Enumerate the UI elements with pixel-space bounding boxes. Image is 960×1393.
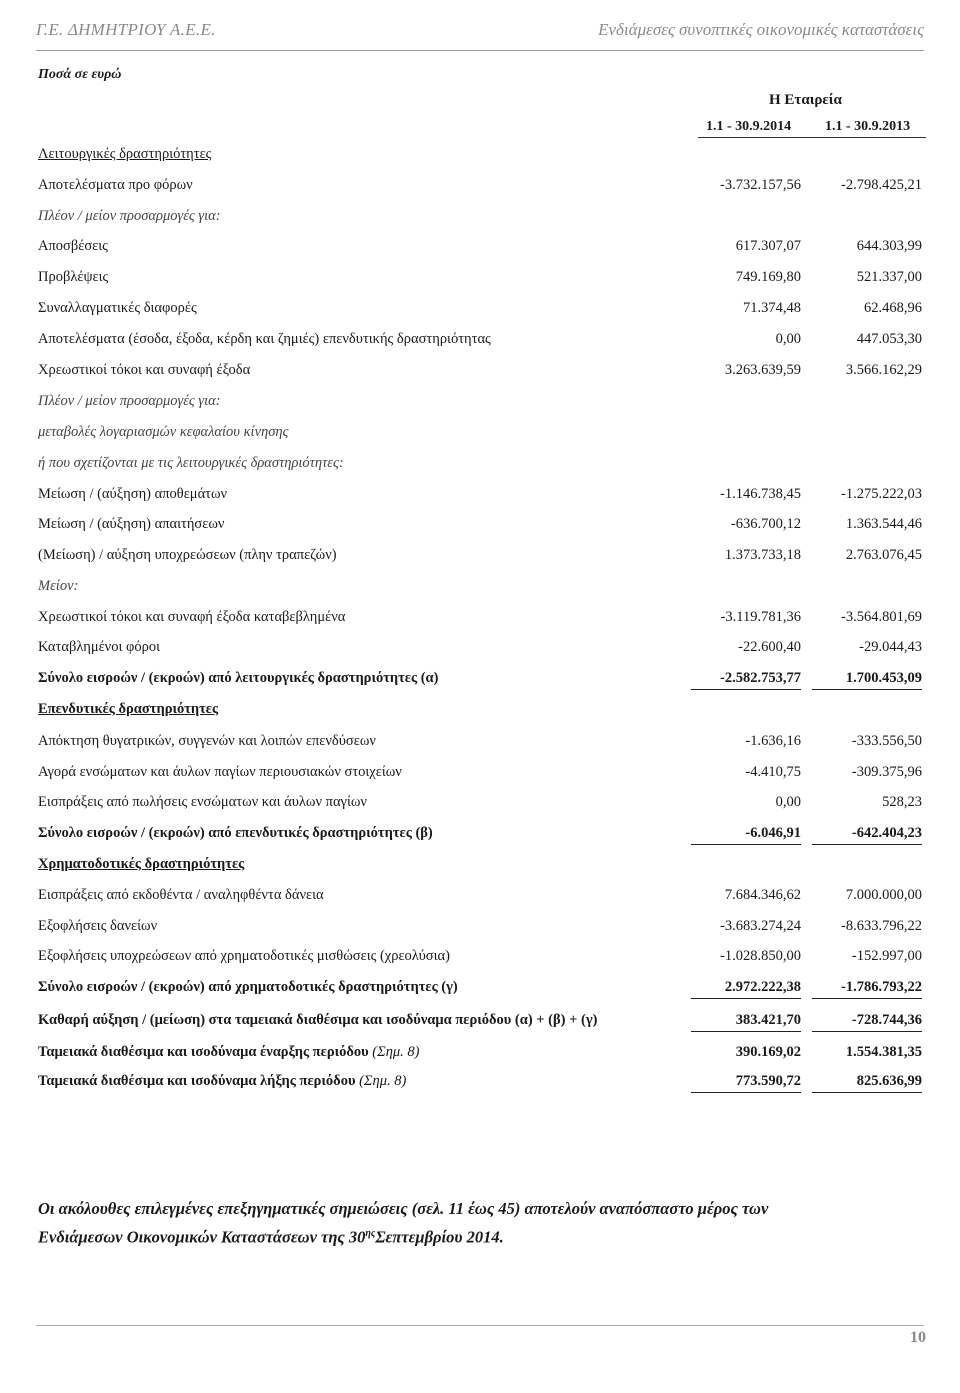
section-title-financing: Χρηματοδοτικές δραστηριότητες <box>38 856 245 872</box>
explanatory-note: Οι ακόλουθες επιλεγμένες επεξηγηματικές σημειώσεις (σελ. 11 έως 45) αποτελούν αναπόσπαστο μέρος των Ενδιάμεσων Οικονομικών Καταστάσεων της $30^{\eta\varsigma}\Sigma\varepsilon\pi\tau\varepsilon\mu\beta\rho ίo\upsilon$ 2014. <box>38 1199 769 1247</box>
column-header-2014: 1.1 - 30.9.2014 <box>706 119 792 134</box>
opening-cash-row: Ταμειακά διαθέσιμα και ισοδύναμα έναρξης περιόδου (Σημ. 8) 390.169,02 1.554.381,35 <box>38 1044 922 1060</box>
table-row: Απόκτηση θυγατρικών, συγγενών και λοιπών επενδύσεων -1.636,16 -333.556,50 <box>38 733 922 749</box>
column-header-2013: 1.1 - 30.9.2013 <box>825 119 911 134</box>
currency-label: Ποσά σε ευρώ <box>38 67 122 82</box>
section-title-investing: Επενδυτικές δραστηριότητες <box>38 701 219 717</box>
total-row-investing: Σύνολο εισροών / (εκροών) από επενδυτικές δραστηριότητες (β) -6.046,91 -642.404,23 <box>38 825 924 847</box>
page-header <box>36 20 924 46</box>
table-row: Μείωση / (αύξηση) απαιτήσεων -636.700,12 1.363.544,46 <box>38 516 922 532</box>
table-row: Αγορά ενσώματων και άυλων παγίων περιουσιακών στοιχείων -4.410,75 -309.375,96 <box>38 764 922 780</box>
header-divider <box>36 50 924 51</box>
table-row: Αποτελέσματα προ φόρων -3.732.157,56 -2.798.425,21 <box>38 177 922 193</box>
table-row: Προβλέψεις 749.169,80 521.337,00 <box>38 269 922 285</box>
table-row: Συναλλαγματικές διαφορές 71.374,48 62.468,96 <box>38 300 922 316</box>
adjustments-caption: Πλέον / μείον προσαρμογές για: <box>38 208 221 224</box>
table-row: (Μείωση) / αύξηση υποχρεώσεων (πλην τραπεζών) 1.373.733,18 2.763.076,45 <box>38 547 922 563</box>
total-row-operating: Σύνολο εισροών / (εκροών) από λειτουργικές δραστηριότητες (α) -2.582.753,77 1.700.453,09 <box>38 670 924 692</box>
footer-divider <box>36 1325 924 1326</box>
table-row: Καταβλημένοι φόροι -22.600,40 -29.044,43 <box>38 639 922 655</box>
table-row: Εισπράξεις από εκδοθέντα / αναληφθέντα δάνεια 7.684.346,62 7.000.000,00 <box>38 887 922 903</box>
net-change-row: Καθαρή αύξηση / (μείωση) στα ταμειακά διαθέσιμα και ισοδύναμα περιόδου (α) + (β) + (γ) 383.421,70 -728.744,36 <box>38 1012 924 1034</box>
company-name: Γ.Ε. ΔΗΜΗΤΡΙΟΥ Α.Ε.Ε. <box>36 20 216 39</box>
table-row: Εξοφλήσεις δανείων -3.683.274,24 -8.633.796,22 <box>38 918 922 934</box>
closing-cash-row: Ταμειακά διαθέσιμα και ισοδύναμα λήξης περιόδου (Σημ. 8) 773.590,72 825.636,99 <box>38 1073 924 1095</box>
table-row: Εξοφλήσεις υποχρεώσεων από χρηματοδοτικές μισθώσεις (χρεολύσια) -1.028.850,00 -152.997,00 <box>38 948 922 964</box>
table-row: Εισπράξεις από πωλήσεις ενσώματων και άυλων παγίων 0,00 528,23 <box>38 794 922 810</box>
adjustments-caption: μεταβολές λογαριασμών κεφαλαίου κίνησης <box>38 424 289 440</box>
less-caption: Μείον: <box>38 578 79 594</box>
section-title-operating: Λειτουργικές δραστηριότητες <box>38 146 212 162</box>
table-row: Χρεωστικοί τόκοι και συναφή έξοδα 3.263.639,59 3.566.162,29 <box>38 362 922 378</box>
total-row-financing: Σύνολο εισροών / (εκροών) από χρηματοδοτικές δραστηριότητες (γ) 2.972.222,38 -1.786.793,22 <box>38 979 924 1001</box>
page-number: 10 <box>910 1329 926 1346</box>
adjustments-caption: Πλέον / μείον προσαρμογές για: <box>38 393 221 409</box>
table-row: Μείωση / (αύξηση) αποθεμάτων -1.146.738,45 -1.275.222,03 <box>38 486 922 502</box>
adjustments-caption: ή που σχετίζονται με τις λειτουργικές δραστηριότητες: <box>38 455 344 471</box>
document-title: Ενδιάμεσες συνοπτικές οικονομικές καταστάσεις <box>598 20 924 39</box>
column-header-divider <box>698 137 926 138</box>
table-row: Αποτελέσματα (έσοδα, έξοδα, κέρδη και ζημιές) επενδυτικής δραστηριότητας 0,00 447.053,30 <box>38 331 922 347</box>
table-row: Χρεωστικοί τόκοι και συναφή έξοδα καταβεβλημένα -3.119.781,36 -3.564.801,69 <box>38 609 922 625</box>
table-row: Αποσβέσεις 617.307,07 644.303,99 <box>38 238 922 254</box>
entity-label: Η Εταιρεία <box>769 92 842 108</box>
